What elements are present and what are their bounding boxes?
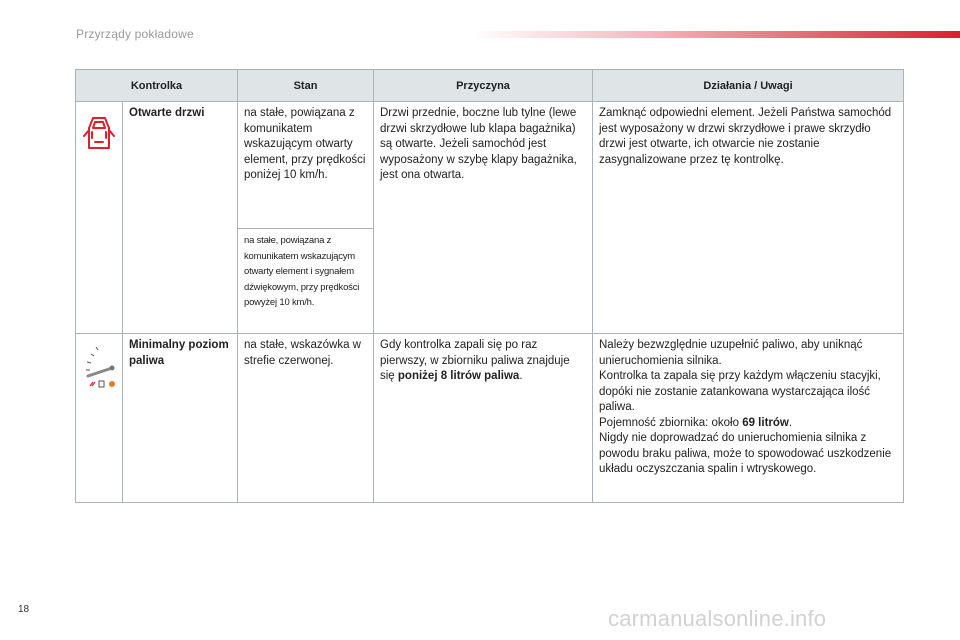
warning-label-fuel: Minimalny poziom paliwa [129, 339, 229, 367]
state-text: na stałe, wskazówka w strefie czerwonej. [244, 339, 361, 367]
state-cell [238, 102, 374, 229]
state-cell [238, 334, 374, 503]
label-cell [123, 334, 238, 503]
action-cell [593, 102, 904, 334]
cause-text: Drzwi przednie, boczne lub tylne (lewe drzwi skrzydłowe lub klapa bagażnika) są otwarte. Jeżeli samochód jest wyposażony w szybę klapy bagażnika, jest ona otwarta. [380, 107, 577, 181]
icon-cell [76, 334, 123, 503]
state-text: na stałe, powiązana z komunikatem wskazującym otwarty element i sygnałem dźwiękowym, przy prędkości powyżej 10 km/h. [244, 235, 360, 308]
table-row [76, 102, 904, 229]
open-door-warning-icon [83, 114, 115, 152]
cause-cell [374, 102, 593, 334]
warning-label-doors: Otwarte drzwi [129, 107, 205, 119]
page-number: 18 [18, 604, 30, 615]
column-header-przyczyna: Przyczyna [374, 70, 593, 102]
action-line-3 [599, 416, 897, 432]
column-header-stan: Stan [238, 70, 374, 102]
action-line-1: Należy bezwzględnie uzupełnić paliwo, aby uniknąć unieruchomienia silnika. [599, 339, 863, 367]
watermark: carmanualsonline.info [608, 606, 827, 631]
action-line-4: Nigdy nie doprowadzać do unieruchomienia silnika z powodu braku paliwa, może to spowodować uszkodzenie układu oczyszczania spalin i wtryskowego. [599, 432, 892, 475]
section-title: Przyrządy pokładowe [76, 27, 194, 41]
header-accent-bar [470, 31, 960, 38]
column-header-dzialania: Działania / Uwagi [593, 70, 904, 102]
capacity-value: 69 litrów [742, 416, 789, 429]
action-text: Zamknąć odpowiedni element. Jeżeli Państwa samochód jest wyposażony w drzwi skrzydłowe i prawe skrzydło drzwi jest otwarte, ich otwarcie nie zostanie zasygnalizowane przez tę kontrolkę. [599, 107, 892, 166]
cause-cell [374, 334, 593, 503]
action-cell [593, 334, 904, 503]
cause-text-prefix: Gdy kontrolka zapali się po raz pierwszy, w zbiorniku paliwa znajduje się [380, 339, 570, 382]
cause-text-suffix: . [519, 370, 523, 382]
table-header-row [76, 70, 904, 102]
capacity-prefix: Pojemność zbiornika: około [599, 416, 743, 429]
warning-lights-table [75, 69, 904, 503]
table-row [76, 334, 904, 503]
column-header-kontrolka: Kontrolka [76, 70, 238, 102]
cause-text-bold: poniżej 8 litrów paliwa [397, 370, 520, 382]
state-text: na stałe, powiązana z komunikatem wskazującym otwarty element, przy prędkości poniżej 10 km/h. [244, 107, 366, 181]
state-cell [238, 229, 374, 334]
icon-cell [76, 102, 123, 334]
fuel-gauge-icon [82, 344, 118, 390]
label-cell [123, 102, 238, 334]
action-line-2: Kontrolka ta zapala się przy każdym włączeniu stacyjki, dopóki nie zostanie zatankowana wystarczająca ilość paliwa. [599, 370, 881, 413]
capacity-suffix: . [788, 416, 793, 429]
